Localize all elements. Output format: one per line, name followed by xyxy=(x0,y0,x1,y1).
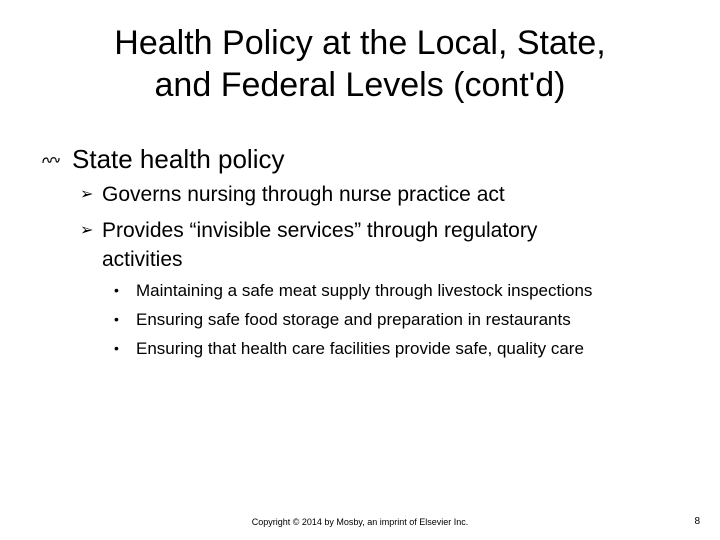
title-line-1: Health Policy at the Local, State, xyxy=(114,24,606,62)
decorative-bullet-icon xyxy=(40,143,72,175)
sub-sub-bullet-food-storage xyxy=(112,305,702,334)
sub-sub-bullet-meat-supply xyxy=(112,276,702,305)
slide-title xyxy=(40,22,680,106)
sub-sub-bullet-text: Ensuring that health care facilities provide safe, quality care xyxy=(136,339,584,358)
sub-bullet-text: Provides “invisible services” through regulatory activities xyxy=(102,219,538,271)
sub-bullet-text: Governs nursing through nurse practice act xyxy=(102,183,505,206)
sub-bullet-invisible-services xyxy=(80,216,600,274)
sub-sub-bullet-text: Maintaining a safe meat supply through livestock inspections xyxy=(136,281,593,300)
sub-sub-bullet-text: Ensuring safe food storage and preparation in restaurants xyxy=(136,310,571,329)
arrowhead-bullet-icon: ➢ xyxy=(80,186,94,203)
copyright-footer: Copyright © 2014 by Mosby, an imprint of Elsevier Inc. xyxy=(251,517,469,527)
bullet-state-health-policy xyxy=(40,143,284,175)
page-number: 8 xyxy=(694,516,700,527)
title-line-2: and Federal Levels (cont'd) xyxy=(154,66,566,104)
dot-bullet-icon: • xyxy=(114,282,119,298)
sub-sub-bullet-health-care-facilities xyxy=(112,334,702,363)
dot-bullet-icon: • xyxy=(114,311,119,327)
bullet-text: State health policy xyxy=(72,144,285,174)
sub-bullet-nurse-practice-act xyxy=(80,180,640,209)
dot-bullet-icon: • xyxy=(114,340,119,356)
arrowhead-bullet-icon: ➢ xyxy=(80,222,94,239)
